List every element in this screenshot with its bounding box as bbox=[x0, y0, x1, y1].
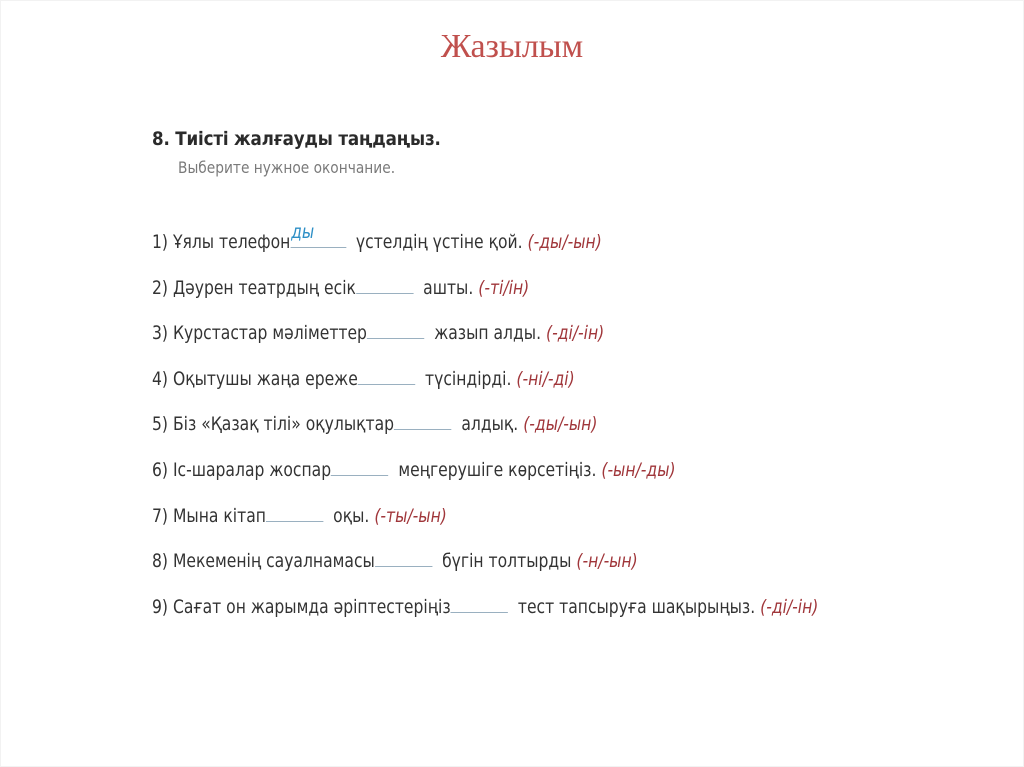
answer-blank[interactable] bbox=[451, 592, 508, 613]
item-text-before: Сағат он жарымда әріптестеріңіз bbox=[172, 595, 451, 618]
exercise-item bbox=[152, 361, 818, 407]
answer-blank[interactable] bbox=[356, 273, 413, 294]
exercise-item bbox=[152, 315, 818, 361]
item-hint: (-ын/-ды) bbox=[601, 458, 676, 481]
answer-blank[interactable] bbox=[375, 546, 432, 567]
item-text-after: оқы. bbox=[333, 504, 370, 527]
item-number: 4) bbox=[152, 367, 169, 390]
item-number: 8) bbox=[152, 550, 169, 573]
item-text-after: тест тапсыруға шақырыңыз. bbox=[517, 595, 756, 618]
answer-blank[interactable] bbox=[290, 221, 346, 248]
item-number: 7) bbox=[152, 504, 169, 527]
item-text-before: Оқытушы жаңа ереже bbox=[172, 367, 358, 390]
exercise-header bbox=[152, 128, 480, 177]
exercise-item bbox=[152, 270, 818, 316]
item-text-before: Мына кітап bbox=[172, 504, 266, 527]
exercise-items bbox=[152, 221, 965, 634]
item-hint: (-ды/-ын) bbox=[527, 231, 602, 253]
item-text-after: ашты. bbox=[423, 276, 474, 299]
answer-blank[interactable] bbox=[331, 455, 388, 476]
filled-answer: ды bbox=[291, 221, 315, 243]
item-text-after: бүгін толтырды bbox=[442, 550, 572, 573]
exercise-heading: 8. Тиісті жалғауды таңдаңыз. bbox=[152, 128, 441, 150]
exercise-item bbox=[152, 452, 818, 498]
item-text-after: меңгерушіге көрсетіңіз. bbox=[398, 458, 597, 481]
item-hint: (-ті/ін) bbox=[478, 276, 530, 299]
item-text-after: жазып алды. bbox=[434, 322, 542, 345]
exercise-item bbox=[152, 221, 818, 270]
exercise-subheading: Выберите нужное окончание. bbox=[178, 158, 396, 177]
item-number: 2) bbox=[152, 276, 169, 299]
item-text-before: Іс-шаралар жоспар bbox=[172, 458, 332, 481]
item-hint: (-н/-ын) bbox=[576, 550, 638, 573]
item-hint: (-ні/-ді) bbox=[516, 367, 575, 390]
item-text-before: Дәурен театрдың есік bbox=[172, 276, 356, 299]
item-text-after: алдық. bbox=[461, 413, 519, 436]
exercise-item bbox=[152, 543, 818, 589]
item-text-after: үстелдің үстіне қой. bbox=[355, 231, 523, 253]
item-text-before: Мекеменің сауалнамасы bbox=[172, 550, 375, 573]
item-text-before: Курстастар мәліметтер bbox=[172, 322, 367, 345]
exercise-item bbox=[152, 498, 818, 544]
item-number: 1) bbox=[152, 231, 169, 253]
answer-blank[interactable] bbox=[358, 364, 415, 385]
item-hint: (-ды/-ын) bbox=[523, 413, 598, 436]
item-text-before: Біз «Қазақ тілі» оқулықтар bbox=[172, 413, 395, 436]
answer-blank[interactable] bbox=[367, 318, 424, 339]
slide-title: Жазылым bbox=[440, 28, 584, 65]
item-hint: (-ді/-ін) bbox=[545, 322, 605, 345]
answer-blank[interactable] bbox=[266, 501, 323, 522]
item-text-before: Ұялы телефон bbox=[172, 231, 291, 253]
answer-blank[interactable] bbox=[394, 409, 451, 430]
item-number: 6) bbox=[152, 458, 169, 481]
item-number: 3) bbox=[152, 322, 169, 345]
item-hint: (-ты/-ын) bbox=[374, 504, 447, 527]
item-number: 5) bbox=[152, 413, 169, 436]
exercise-item bbox=[152, 406, 818, 452]
exercise-item bbox=[152, 589, 818, 635]
item-hint: (-ді/-ін) bbox=[760, 595, 819, 618]
item-text-after: түсіндірді. bbox=[425, 367, 512, 390]
item-number: 9) bbox=[152, 595, 169, 618]
